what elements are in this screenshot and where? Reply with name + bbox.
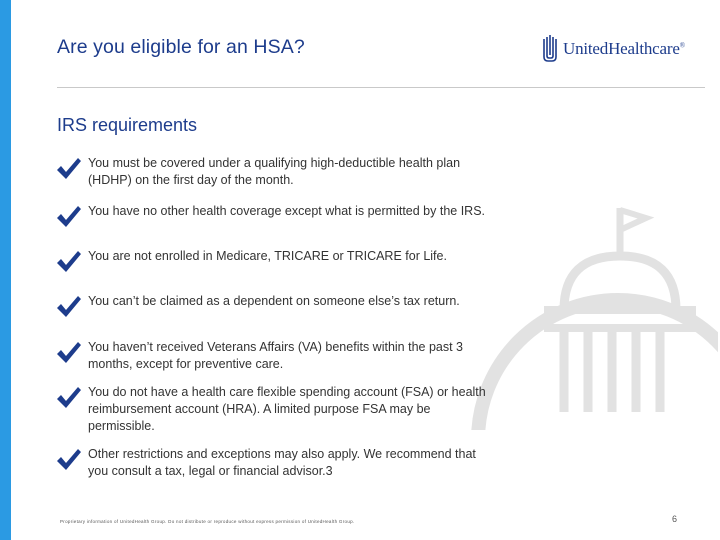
- checkmark-icon: [56, 341, 82, 365]
- slide-title: Are you eligible for an HSA?: [57, 36, 305, 58]
- requirement-text: Other restrictions and exceptions may also apply. We recommend that you consult a tax, legal or financial advisor.3: [88, 447, 476, 478]
- requirement-text: You are not enrolled in Medicare, TRICARE or TRICARE for Life.: [88, 249, 447, 263]
- requirement-text: You must be covered under a qualifying high-deductible health plan (HDHP) on the first day of the month.: [88, 156, 461, 187]
- requirement-text: You can’t be claimed as a dependent on someone else’s tax return.: [88, 294, 460, 308]
- unitedhealthcare-logo-icon: [542, 35, 558, 63]
- logo-wordmark: [563, 39, 685, 59]
- page-number: 6: [672, 514, 678, 524]
- checkmark-icon: [56, 295, 82, 319]
- title-divider: [57, 87, 705, 88]
- left-accent-bar: [0, 0, 11, 540]
- checkmark-icon: [56, 205, 82, 229]
- requirement-text: You do not have a health care flexible spending account (FSA) or health reimbursement account (HRA). A limited purpose FSA may be permissible.: [88, 385, 486, 433]
- logo-registered-mark: ®: [679, 41, 685, 50]
- unitedhealthcare-logo: [542, 34, 685, 64]
- requirement-text: You haven’t received Veterans Affairs (VA) benefits within the past 3 months, except for preventive care.: [88, 340, 463, 371]
- checkmark-icon: [56, 386, 82, 410]
- section-heading: IRS requirements: [57, 115, 198, 135]
- footer-disclaimer: Proprietary information of UnitedHealth Group. Do not distribute or reproduce without express permission of UnitedHealth Group.: [60, 519, 355, 524]
- logo-name: UnitedHealthcare: [563, 39, 680, 58]
- checkmark-icon: [56, 250, 82, 274]
- requirement-text: You have no other health coverage except what is permitted by the IRS.: [88, 204, 486, 218]
- checkmark-icon: [56, 448, 82, 472]
- government-building-icon: [468, 140, 718, 430]
- checkmark-icon: [56, 157, 82, 181]
